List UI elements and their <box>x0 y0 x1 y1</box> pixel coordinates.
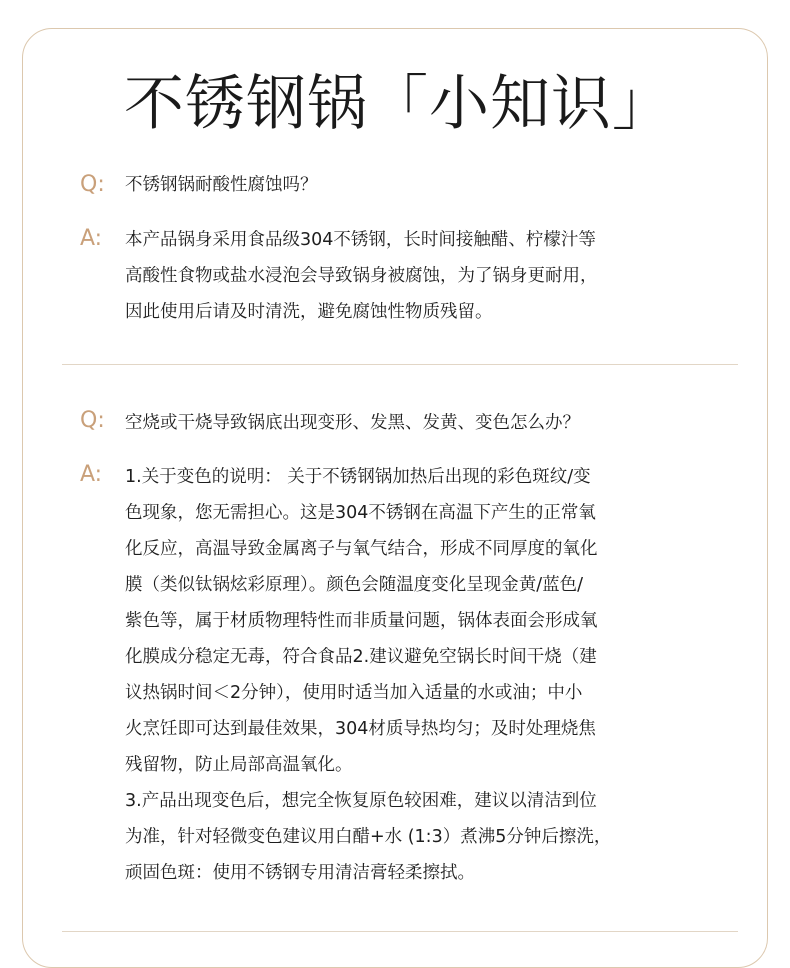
question-marker: Q: <box>80 408 105 433</box>
answer-line: 高酸性食物或盐水浸泡会导致锅身被腐蚀，为了锅身更耐用， <box>125 266 598 286</box>
section-divider <box>62 364 738 365</box>
answer-2-text <box>125 459 745 891</box>
answer-line: 议热锅时间＜2分钟），使用时适当加入适量的水或油；中小 <box>125 683 583 703</box>
page-title: 不锈钢锅「小知识」 <box>124 69 673 139</box>
answer-marker: A: <box>80 462 103 487</box>
answer-marker: A: <box>80 226 103 251</box>
question-1-text: 不锈钢锅耐酸性腐蚀吗？ <box>125 175 318 195</box>
answer-line: 3.产品出现变色后，想完全恢复原色较困难，建议以清洁到位 <box>125 791 597 811</box>
answer-line: 1.关于变色的说明： 关于不锈钢锅加热后出现的彩色斑纹/变 <box>125 467 591 487</box>
section-divider <box>62 931 738 932</box>
answer-line: 化膜成分稳定无毒，符合食品2.建议避免空锅长时间干烧（建 <box>125 647 597 667</box>
answer-line: 化反应，高温导致金属离子与氧气结合，形成不同厚度的氧化 <box>125 539 598 559</box>
answer-line: 火烹饪即可达到最佳效果，304材质导热均匀；及时处理烧焦 <box>125 719 596 739</box>
answer-line: 顽固色斑：使用不锈钢专用清洁膏轻柔擦拭。 <box>125 863 475 883</box>
question-2-text: 空烧或干烧导致锅底出现变形、发黑、发黄、变色怎么办？ <box>125 413 580 433</box>
answer-line: 因此使用后请及时清洗，避免腐蚀性物质残留。 <box>125 302 493 322</box>
question-marker: Q: <box>80 172 105 197</box>
answer-line: 紫色等，属于材质物理特性而非质量问题，锅体表面会形成氧 <box>125 611 598 631</box>
answer-line: 本产品锅身采用食品级304不锈钢，长时间接触醋、柠檬汁等 <box>125 230 596 250</box>
answer-line: 膜（类似钛锅炫彩原理）。颜色会随温度变化呈现金黄/蓝色/ <box>125 575 584 595</box>
answer-line: 残留物，防止局部高温氧化。 <box>125 755 353 775</box>
answer-line: 色现象，您无需担心。这是304不锈钢在高温下产生的正常氧 <box>125 503 596 523</box>
answer-1-text <box>125 222 745 330</box>
answer-line: 为准，针对轻微变色建议用白醋+水 (1:3）煮沸5分钟后擦洗， <box>125 827 612 847</box>
